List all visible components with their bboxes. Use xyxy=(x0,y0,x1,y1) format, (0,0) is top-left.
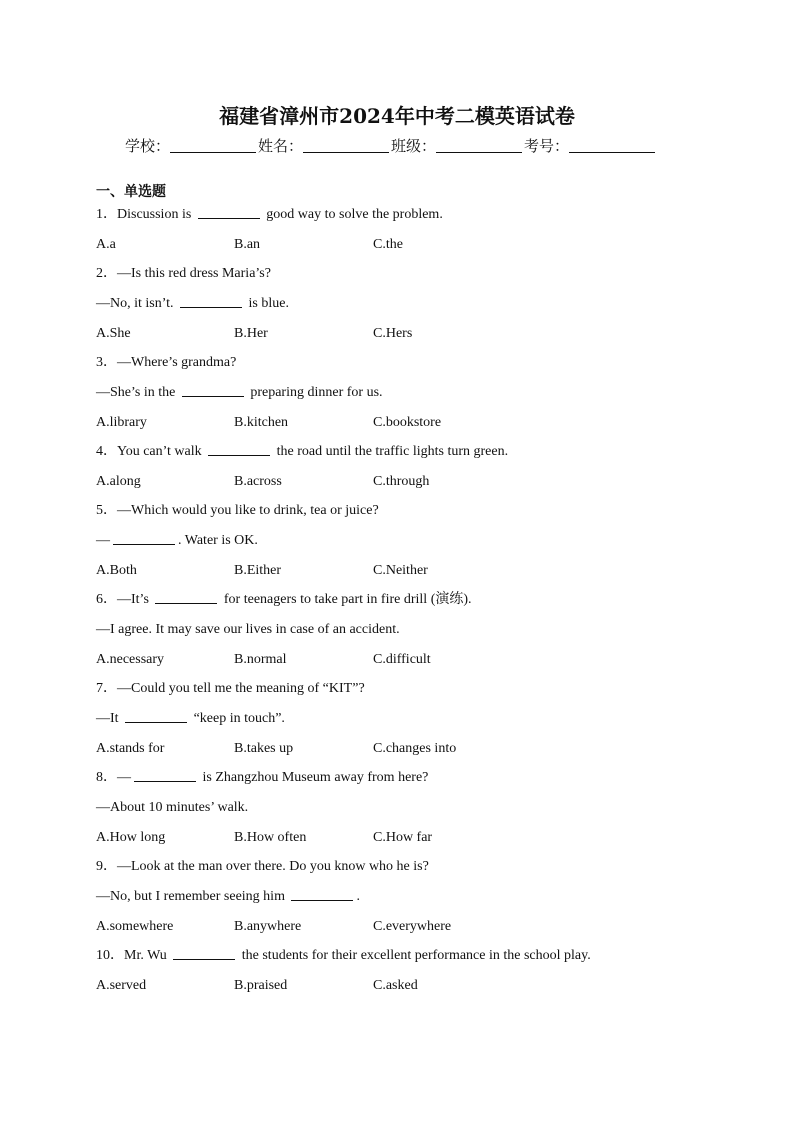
question-line xyxy=(96,857,716,887)
question-number: 9． xyxy=(96,859,117,874)
option-c: C.the xyxy=(373,237,403,252)
option-a: A.She xyxy=(96,326,131,341)
question-line xyxy=(96,205,716,235)
question-text-after: preparing dinner for us. xyxy=(246,385,383,400)
option-c: C.through xyxy=(373,474,430,489)
question-text-after: is Zhangzhou Museum away from here? xyxy=(199,770,429,785)
question-number: 7． xyxy=(96,681,117,696)
question-text: —It xyxy=(96,711,123,726)
option-a: A.a xyxy=(96,237,116,252)
question-text: —She’s in the xyxy=(96,385,179,400)
student-info-line xyxy=(125,135,685,156)
question-text-after: . xyxy=(356,889,360,904)
id-blank xyxy=(569,138,655,153)
question-text: —Where’s grandma? xyxy=(117,355,237,370)
option-c: C.difficult xyxy=(373,652,431,667)
question-number: 8． xyxy=(96,770,117,785)
question-text: —Could you tell me the meaning of “KIT”? xyxy=(117,681,365,696)
question-number: 6． xyxy=(96,592,117,607)
option-a: A.served xyxy=(96,978,147,993)
option-row xyxy=(96,472,716,501)
answer-blank xyxy=(291,887,353,901)
question-line xyxy=(96,383,716,413)
option-row xyxy=(96,413,716,442)
id-label: 考号： xyxy=(524,137,570,155)
question-text: —I agree. It may save our lives in case of an accident. xyxy=(96,622,400,637)
option-row xyxy=(96,650,716,679)
answer-blank xyxy=(134,768,196,782)
question-text: —It’s xyxy=(117,592,153,607)
question-line xyxy=(96,887,716,917)
name-blank xyxy=(303,138,389,153)
answer-blank xyxy=(113,531,175,545)
question-text-after: the students for their excellent performance in the school play. xyxy=(238,948,591,963)
question-text-after: “keep in touch”. xyxy=(190,711,285,726)
option-row xyxy=(96,976,716,1005)
option-b: B.takes up xyxy=(234,741,294,756)
school-blank xyxy=(170,138,256,153)
question-text-after: good way to solve the problem. xyxy=(262,207,443,222)
question-text: — xyxy=(96,533,110,548)
option-a: A.somewhere xyxy=(96,919,174,934)
option-row xyxy=(96,324,716,353)
option-b: B.Either xyxy=(234,563,282,578)
question-text-after: for teenagers to take part in fire drill (演练). xyxy=(220,592,472,607)
answer-blank xyxy=(208,442,270,456)
option-a: A.along xyxy=(96,474,141,489)
section-heading: 一、单选题 xyxy=(96,184,166,200)
question-text: —No, it isn’t. xyxy=(96,296,178,311)
question-line xyxy=(96,768,716,798)
question-line xyxy=(96,709,716,739)
option-a: A.stands for xyxy=(96,741,165,756)
answer-blank xyxy=(173,946,235,960)
question-text: —About 10 minutes’ walk. xyxy=(96,800,249,815)
option-b: B.praised xyxy=(234,978,288,993)
question-text: —Look at the man over there. Do you know who he is? xyxy=(117,859,429,874)
answer-blank xyxy=(180,294,242,308)
option-b: B.How often xyxy=(234,830,307,845)
question-text: — xyxy=(117,770,131,785)
question-text: Discussion is xyxy=(117,207,195,222)
class-label: 班级： xyxy=(391,137,437,155)
option-b: B.across xyxy=(234,474,282,489)
option-b: B.normal xyxy=(234,652,287,667)
question-text: Mr. Wu xyxy=(124,948,171,963)
name-label: 姓名： xyxy=(258,137,304,155)
question-text-after: the road until the traffic lights turn green. xyxy=(273,444,509,459)
question-line xyxy=(96,294,716,324)
option-c: C.How far xyxy=(373,830,433,845)
option-b: B.an xyxy=(234,237,261,252)
question-number: 5． xyxy=(96,503,117,518)
option-a: A.library xyxy=(96,415,147,430)
option-c: C.Neither xyxy=(373,563,428,578)
option-row xyxy=(96,828,716,857)
question-number: 10． xyxy=(96,948,124,963)
question-line xyxy=(96,590,716,620)
question-line xyxy=(96,353,716,383)
question-line xyxy=(96,679,716,709)
school-label: 学校： xyxy=(125,137,171,155)
question-number: 4． xyxy=(96,444,117,459)
option-c: C.bookstore xyxy=(373,415,442,430)
question-line xyxy=(96,501,716,531)
question-text: —Is this red dress Maria’s? xyxy=(117,266,271,281)
option-b: B.Her xyxy=(234,326,268,341)
question-line xyxy=(96,531,716,561)
option-row xyxy=(96,917,716,946)
option-row xyxy=(96,739,716,768)
question-number: 3． xyxy=(96,355,117,370)
option-a: A.necessary xyxy=(96,652,165,667)
option-a: A.Both xyxy=(96,563,137,578)
answer-blank xyxy=(182,383,244,397)
question-text-after: . Water is OK. xyxy=(178,533,258,548)
option-c: C.asked xyxy=(373,978,418,993)
question-line xyxy=(96,798,716,828)
option-b: B.anywhere xyxy=(234,919,302,934)
question-line xyxy=(96,620,716,650)
exam-title: 福建省漳州市2024年中考二模英语试卷 xyxy=(219,104,575,128)
question-text: —Which would you like to drink, tea or juice? xyxy=(117,503,379,518)
question-line xyxy=(96,442,716,472)
question-number: 1． xyxy=(96,207,117,222)
question-line xyxy=(96,264,716,294)
question-text: —No, but I remember seeing him xyxy=(96,889,289,904)
question-text: You can’t walk xyxy=(117,444,206,459)
option-b: B.kitchen xyxy=(234,415,289,430)
option-c: C.everywhere xyxy=(373,919,452,934)
answer-blank xyxy=(198,205,260,219)
option-a: A.How long xyxy=(96,830,166,845)
answer-blank xyxy=(155,590,217,604)
option-row xyxy=(96,561,716,590)
option-c: C.changes into xyxy=(373,741,457,756)
question-text-after: is blue. xyxy=(245,296,289,311)
question-line xyxy=(96,946,716,976)
answer-blank xyxy=(125,709,187,723)
question-number: 2． xyxy=(96,266,117,281)
option-row xyxy=(96,235,716,264)
option-c: C.Hers xyxy=(373,326,413,341)
question-list xyxy=(96,205,716,1005)
class-blank xyxy=(436,138,522,153)
